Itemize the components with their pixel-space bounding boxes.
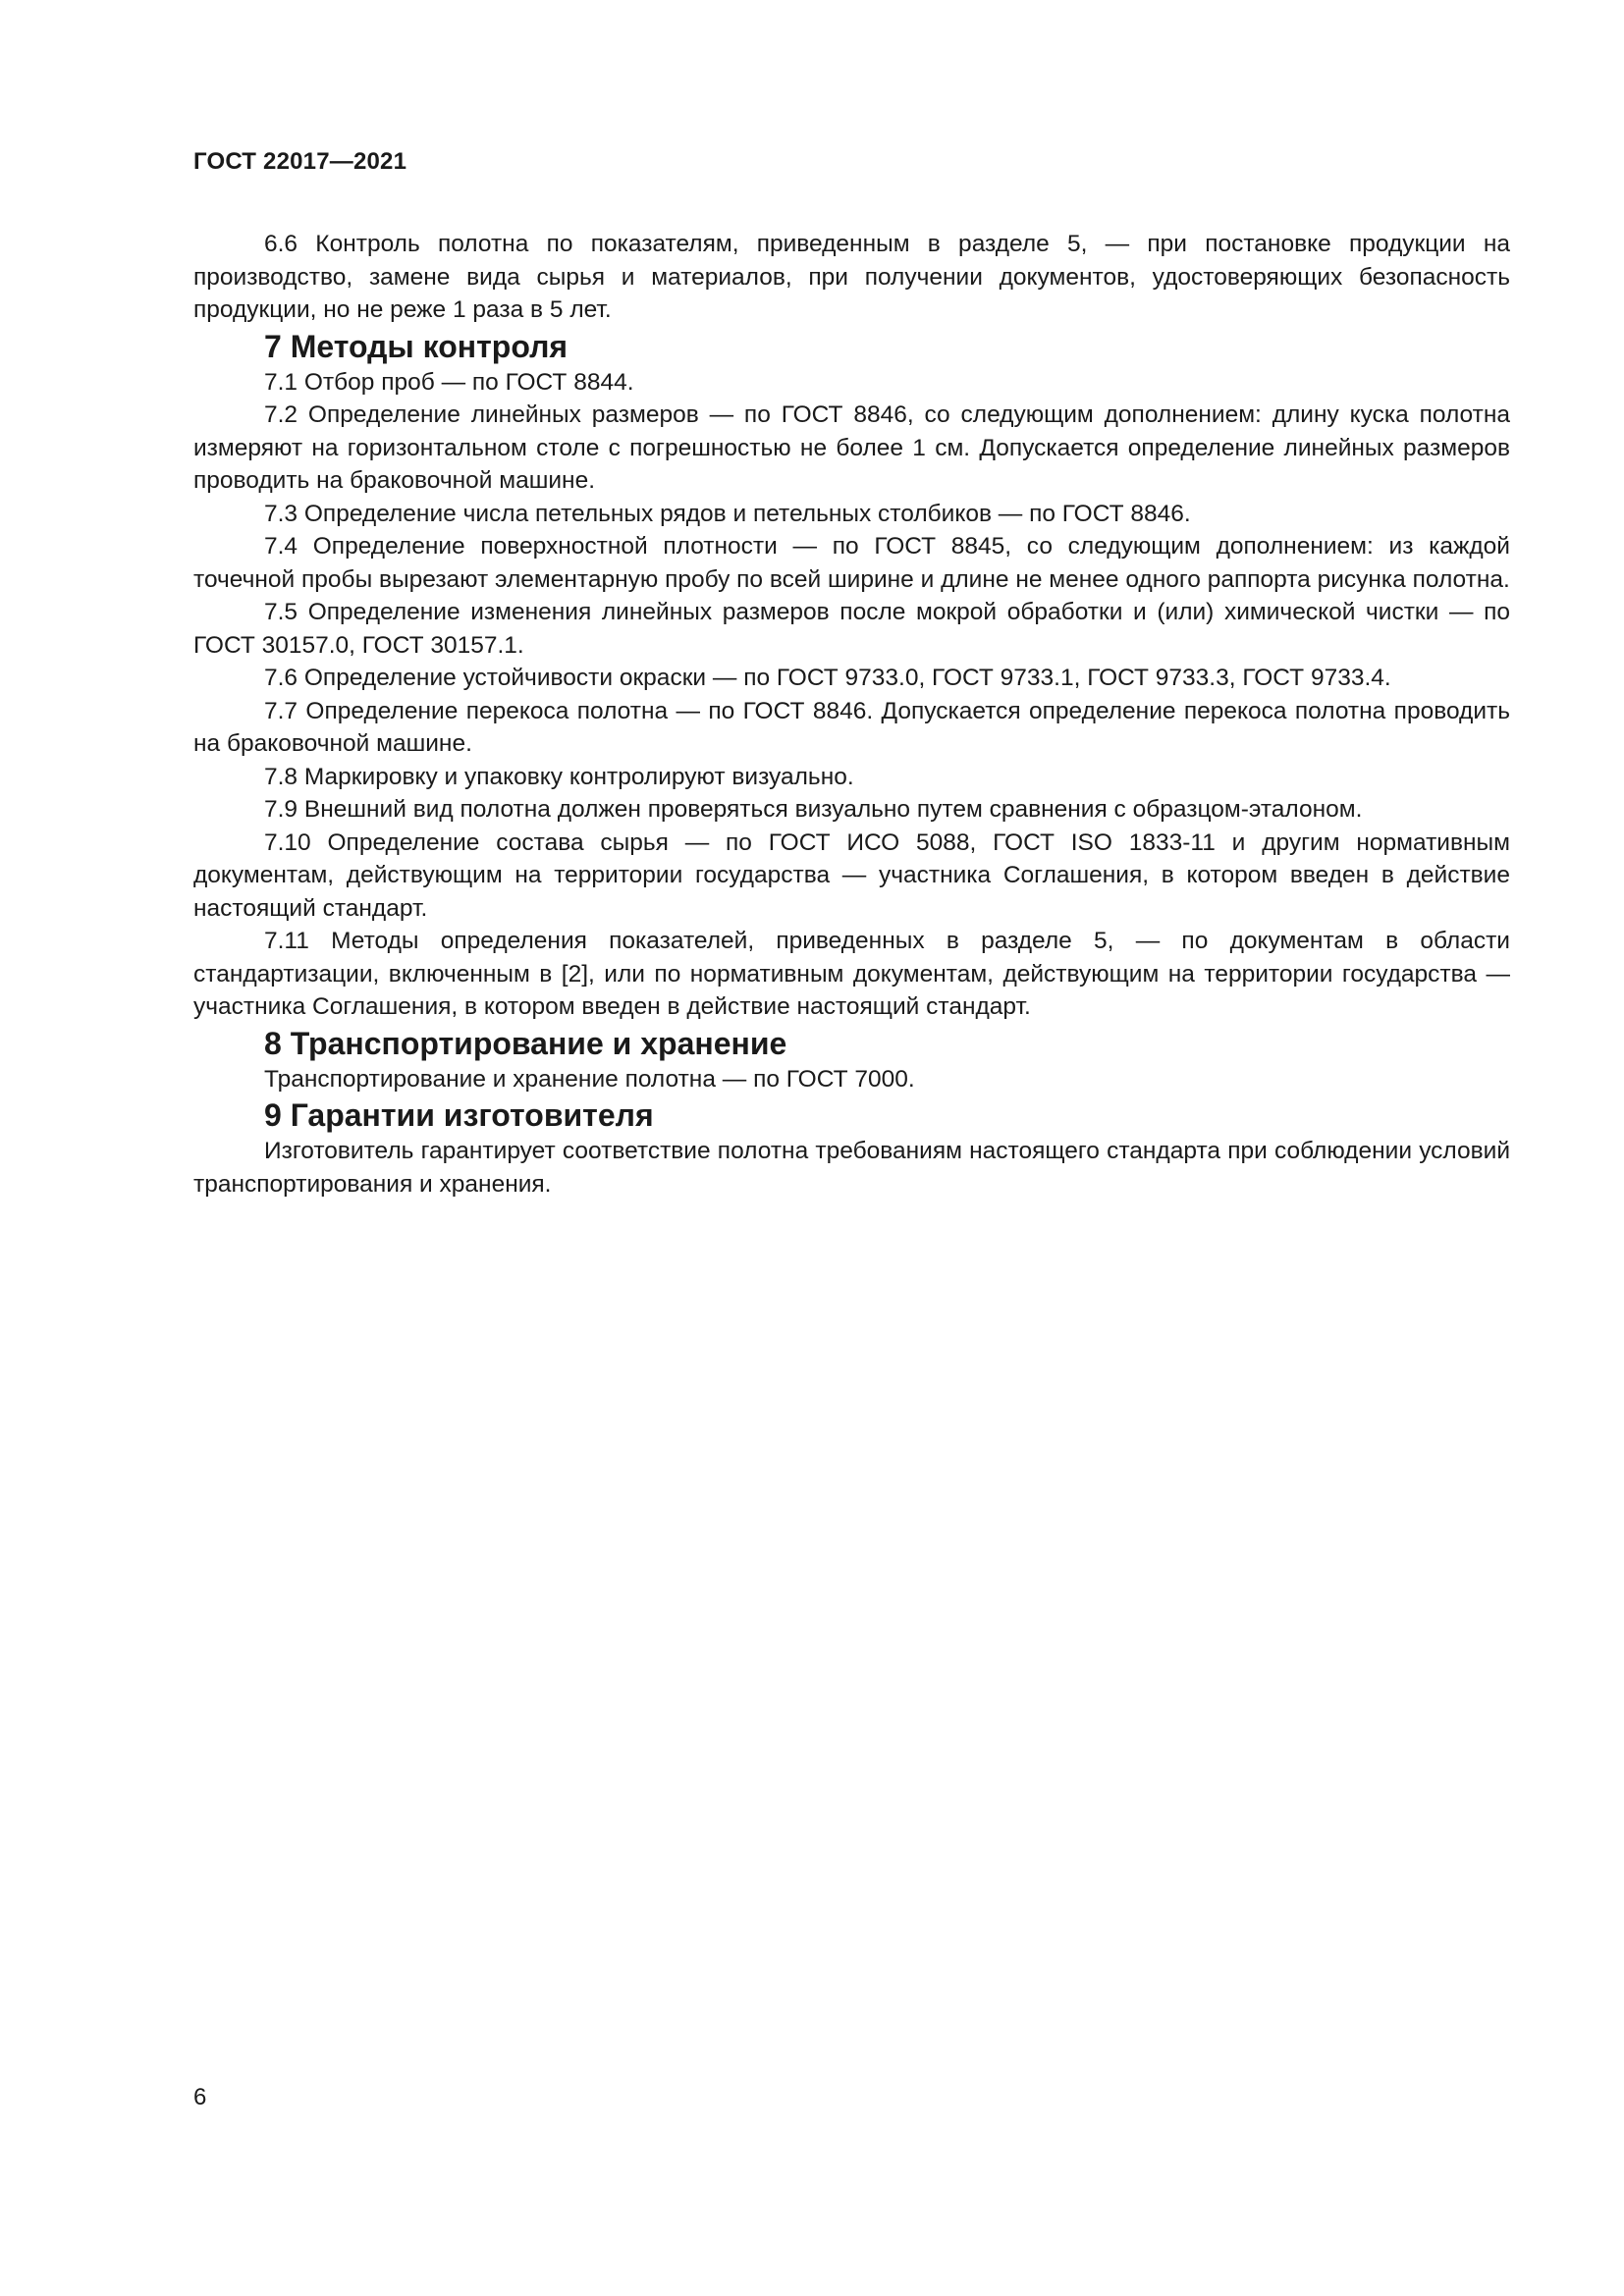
paragraph-7-4: 7.4 Определение поверхностной плотности — по ГОСТ 8845, со следующим дополнением: из каждой точечной пробы вырезают элементарную пробу по всей ширине и длине не менее одного раппорта рисунка полотна. <box>193 533 1510 593</box>
page-number: 6 <box>193 2084 207 2110</box>
paragraph-7-3: 7.3 Определение числа петельных рядов и петельных столбиков — по ГОСТ 8846. <box>264 500 1191 527</box>
paragraph-8: Транспортирование и хранение полотна — по ГОСТ 7000. <box>264 1065 915 1093</box>
paragraph-7-10: 7.10 Определение состава сырья — по ГОСТ ИСО 5088, ГОСТ ISO 1833-11 и другим нормативным документам, действующим на территории государства — участника Соглашения, в котором введен в действие настоящий стандарт. <box>193 828 1510 922</box>
paragraph-7-7: 7.7 Определение перекоса полотна — по ГОСТ 8846. Допускается определение перекоса полотна проводить на браковочной машине. <box>193 697 1510 757</box>
section-9-title: 9 Гарантии изготовителя <box>264 1097 654 1133</box>
document-body <box>193 228 1510 1201</box>
paragraph-7-8: 7.8 Маркировку и упаковку контролируют визуально. <box>264 763 854 790</box>
paragraph-9: Изготовитель гарантирует соответствие полотна требованиям настоящего стандарта при соблюдении условий транспортирования и хранения. <box>193 1138 1510 1198</box>
section-7-title: 7 Методы контроля <box>264 328 568 364</box>
section-8-title: 8 Транспортирование и хранение <box>264 1025 787 1061</box>
paragraph-6-6: 6.6 Контроль полотна по показателям, приведенным в разделе 5, — при постановке продукции на производство, замене вида сырья и материалов, при получении документов, удостоверяющих безопасность продукции, но не реже 1 раза в 5 лет. <box>193 231 1510 323</box>
paragraph-7-2: 7.2 Определение линейных размеров — по ГОСТ 8846, со следующим дополнением: длину куска полотна измеряют на горизонтальном столе с погрешностью не более 1 см. Допускается определение линейных размеров проводить на браковочной машине. <box>193 401 1510 494</box>
document-header-code: ГОСТ 22017—2021 <box>193 148 407 175</box>
paragraph-7-1: 7.1 Отбор проб — по ГОСТ 8844. <box>264 368 634 396</box>
paragraph-7-11: 7.11 Методы определения показателей, приведенных в разделе 5, — по документам в области стандартизации, включенным в [2], или по нормативным документам, действующим на территории государства — участника Соглашения, в котором введен в действие настоящий стандарт. <box>193 928 1510 1020</box>
paragraph-7-6: 7.6 Определение устойчивости окраски — по ГОСТ 9733.0, ГОСТ 9733.1, ГОСТ 9733.3, ГОСТ 9733.4. <box>264 665 1391 691</box>
paragraph-7-9: 7.9 Внешний вид полотна должен проверяться визуально путем сравнения с образцом-эталоном. <box>264 796 1363 823</box>
paragraph-7-5: 7.5 Определение изменения линейных размеров после мокрой обработки и (или) химической чистки — по ГОСТ 30157.0, ГОСТ 30157.1. <box>193 599 1510 659</box>
